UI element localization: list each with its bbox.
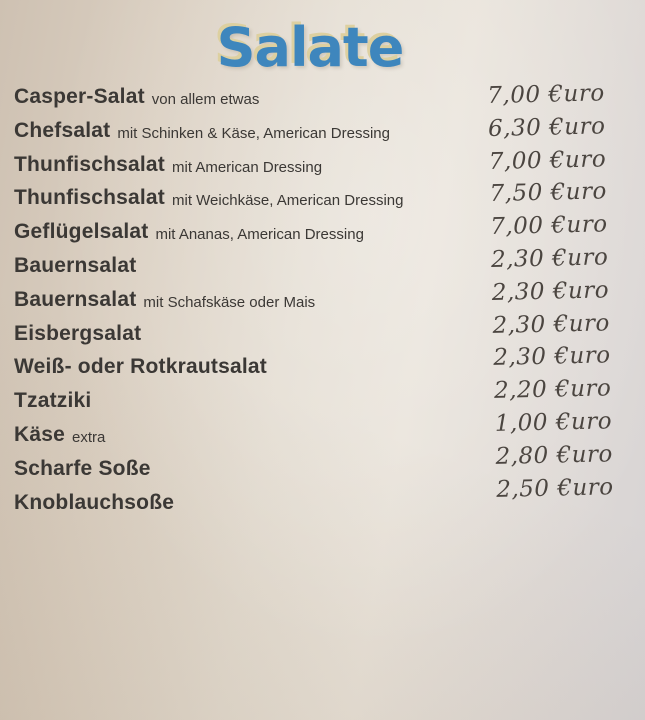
item-name: Thunfischsalat (14, 186, 165, 210)
item-name: Weiß- oder Rotkrautsalat (14, 355, 267, 379)
item-price: 6,30 €uro (487, 113, 606, 142)
item-price: 7,00 €uro (490, 211, 608, 241)
item-name: Tzatziki (14, 389, 92, 413)
item-price: 2,20 €uro (493, 375, 612, 405)
item-description: von allem etwas (151, 91, 260, 108)
menu-item-row (14, 486, 474, 520)
item-price: 7,00 €uro (487, 80, 605, 109)
item-description: mit American Dressing (172, 158, 323, 176)
menu-item-row (14, 215, 474, 249)
item-price: 2,30 €uro (492, 309, 611, 339)
menu-item-row (14, 181, 474, 215)
item-description: mit Schafskäse oder Mais (143, 293, 316, 311)
item-name: Knoblauchsoße (14, 490, 175, 514)
menu-item-row (14, 384, 474, 418)
item-price: 2,80 €uro (495, 441, 614, 470)
menu-prices-column (487, 77, 645, 507)
menu-item-row (14, 114, 474, 148)
menu-item-row (14, 418, 474, 452)
item-name: Bauernsalat (14, 253, 137, 277)
item-name: Thunfischsalat (14, 152, 165, 176)
item-description: mit Weichkäse, American Dressing (172, 192, 404, 210)
item-price: 7,50 €uro (489, 178, 608, 208)
menu-item-row (14, 148, 474, 182)
menu-item-row (14, 80, 474, 114)
item-price: 2,30 €uro (490, 244, 609, 273)
item-name: Eisbergsalat (14, 321, 142, 345)
item-price: 2,30 €uro (493, 342, 611, 372)
menu-item-row (14, 283, 474, 317)
item-description: mit Ananas, American Dressing (155, 226, 364, 244)
item-name: Casper-Salat (14, 85, 145, 108)
item-name: Bauernsalat (14, 287, 137, 311)
menu-item-row (14, 249, 474, 283)
menu-items-column (14, 80, 474, 519)
item-price: 2,50 €uro (495, 473, 614, 503)
item-price: 2,30 €uro (491, 277, 610, 306)
item-name: Käse (14, 422, 66, 446)
menu-item-row (14, 452, 474, 486)
menu-item-row (14, 350, 474, 384)
item-description: mit Schinken & Käse, American Dressing (117, 124, 390, 142)
item-name: Scharfe Soße (14, 456, 151, 480)
item-price: 1,00 €uro (494, 408, 613, 437)
item-name: Chefsalat (14, 118, 111, 142)
menu-title: Salate (216, 16, 404, 79)
item-description: extra (72, 428, 106, 446)
menu-item-row (14, 317, 474, 351)
item-name: Geflügelsalat (14, 220, 149, 244)
item-price: 7,00 €uro (488, 145, 607, 175)
